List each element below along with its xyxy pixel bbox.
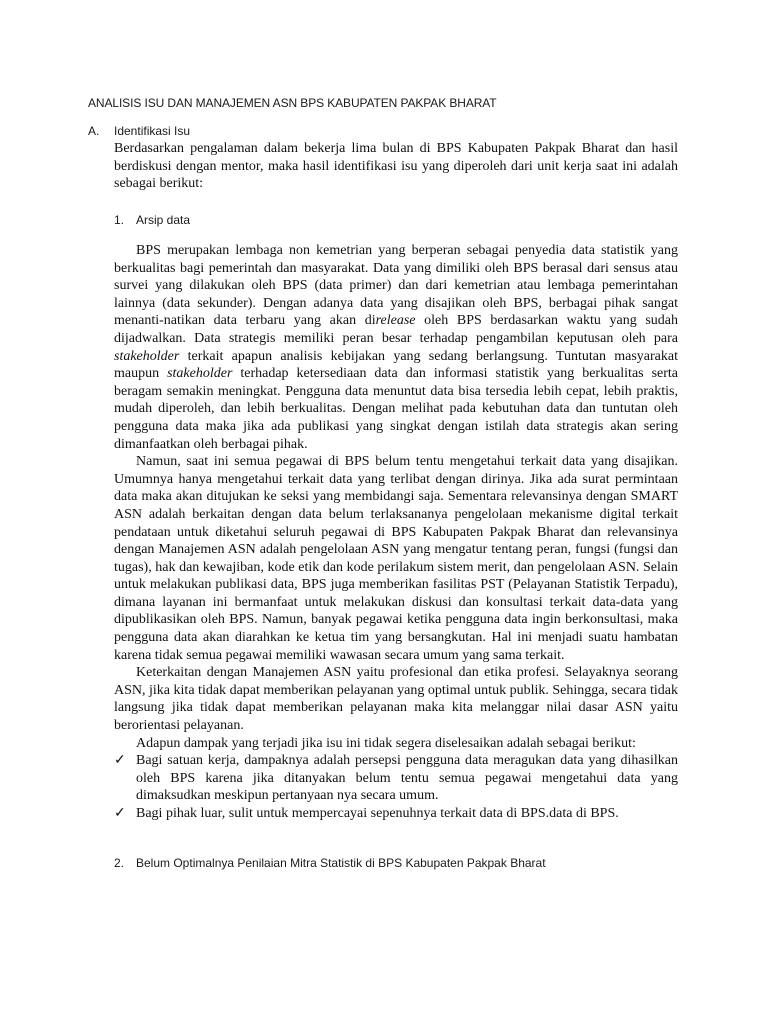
item-1-title: Arsip data [136, 213, 191, 227]
paragraph-4: Adapun dampak yang terjadi jika isu ini tidak segera diselesaikan adalah sebagai berikut: [136, 735, 636, 751]
paragraph-1-italic-stakeholder-b: stakeholder [167, 366, 233, 382]
document-title: ANALISIS ISU DAN MANAJEMEN ASN BPS KABUPATEN PAKPAK BHARAT [88, 96, 497, 110]
impact-item [114, 752, 678, 805]
section-a-title: Identifikasi Isu [114, 124, 191, 138]
impact-item-text: Bagi satuan kerja, dampaknya adalah persepsi pengguna data meragukan data yang dihasilkan oleh BPS karena jika ditanyakan belum tentu semua pegawai mengetahui data yang dimaksudkan meskipun pertanyaan nya secara umum. [136, 753, 678, 804]
paragraph-1-text-b: oleh BPS berdasarkan waktu yang sudah dijadwalkan. Data strategis memiliki peran besar terhadap pengambilan keputusan oleh para [114, 313, 678, 346]
item-1-body [114, 242, 678, 823]
paragraph-1-italic-stakeholder-a: stakeholder [114, 348, 180, 364]
item-2-number: 2. [114, 856, 125, 870]
check-icon: ✓ [114, 753, 126, 769]
item-2-heading [114, 856, 546, 870]
section-a-heading [88, 124, 190, 138]
paragraph-3: Keterkaitan dengan Manajemen ASN yaitu profesional dan etika profesi. Selayaknya seorang ASN, jika kita tidak dapat memberikan pelayanan yang optimal untuk publik. Sehingga, secara tidak langsung jika tidak dapat memberikan pelayanan maka kita melanggar nilai dasar ASN yaitu berorientasi pelayanan. [114, 665, 678, 734]
impact-list [114, 752, 678, 822]
paragraph-1 [114, 242, 678, 453]
item-1-heading [114, 213, 190, 227]
paragraph-1-text-a: BPS merupakan lembaga non kemetrian yang berperan sebagai penyedia data statistik yang berkualitas bagi pemerintah dan masyarakat. Data yang dimiliki oleh BPS berasal dari sensus atau survei yang dilakukan oleh BPS (data primer) dan dari kemetrian atau lembaga pemerintahan lainnya (data sekunder). Dengan adanya data yang disajikan oleh BPS, berbagai pihak sangat menanti-natikan data terbaru yang akan di [114, 243, 678, 329]
check-icon: ✓ [114, 806, 126, 821]
intro-paragraph: Berdasarkan pengalaman dalam bekerja lima bulan di BPS Kabupaten Pakpak Bharat dan hasil berdiskusi dengan mentor, maka hasil identifikasi isu yang diperoleh dari unit kerja saat ini adalah sebagai berikut: [114, 141, 678, 191]
item-1-number: 1. [114, 213, 125, 227]
paragraph-1-text-c: terkait apapun analisis kebijakan yang sedang berlangsung. Tuntutan masyarakat maupun [114, 348, 678, 382]
item-2-title: Belum Optimalnya Penilaian Mitra Statistik di BPS Kabupaten Pakpak Bharat [136, 856, 546, 870]
impact-item-text: Bagi pihak luar, sulit untuk mempercayai sepenuhnya terkait data di BPS.data di BPS. [136, 806, 619, 821]
impact-item [114, 805, 678, 823]
paragraph-1-italic-release: release [375, 313, 416, 329]
paragraph-2: Namun, saat ini semua pegawai di BPS belum tentu mengetahui terkait data yang disajikan. Umumnya hanya mengetahui terkait data yang terlibat dengan dirinya. Jika ada surat permintaan data maka akan ditujukan ke seksi yang membidangi saja. Sementara relevansinya dengan SMART ASN adalah berkaitan dengan data belum terlaksananya pengelolaan mekanisme digital terkait pendataan untuk diketahui seluruh pegawai di BPS Kabupaten Pakpak Bharat dan relevansinya dengan Manajemen ASN adalah pengelolaan ASN yang mengatur tentang peran, fungsi (fungsi dan tugas), hak dan kewajiban, kode etik dan kode perilakum sistem merit, dan pengelolaan ASN. Selain untuk melakukan publikasi data, BPS juga memberikan fasilitas PST (Pelayanan Statistik Terpadu), dimana layanan ini bermanfaat untuk melakukan diskusi dan konsultasi terkait data-data yang dipublikasikan oleh BPS. Namun, banyak pegawai ketika pengguna data ingin berkonsultasi, maka pengguna data akan diarahkan ke ketua tim yang bersangkutan. Hal ini menjadi suatu hambatan karena tidak semua pegawai memiliki wawasan secara umum yang sama terkait. [114, 454, 678, 663]
section-a-letter: A. [88, 124, 100, 138]
paragraph-1-text-d: terhadap ketersediaan data dan informasi statistik yang berkualitas serta beragam semakin meningkat. Pengguna data menuntut data bisa tersedia lebih cepat, lebih praktis, mudah diperoleh, dan lebih berkualitas. Dengan melihat pada kebutuhan data dan tuntutan oleh pengguna data maka jika ada publikasi yang singkat dengan istilah data strategis akan sering dimanfaatkan oleh berbagai pihak. [114, 366, 679, 452]
